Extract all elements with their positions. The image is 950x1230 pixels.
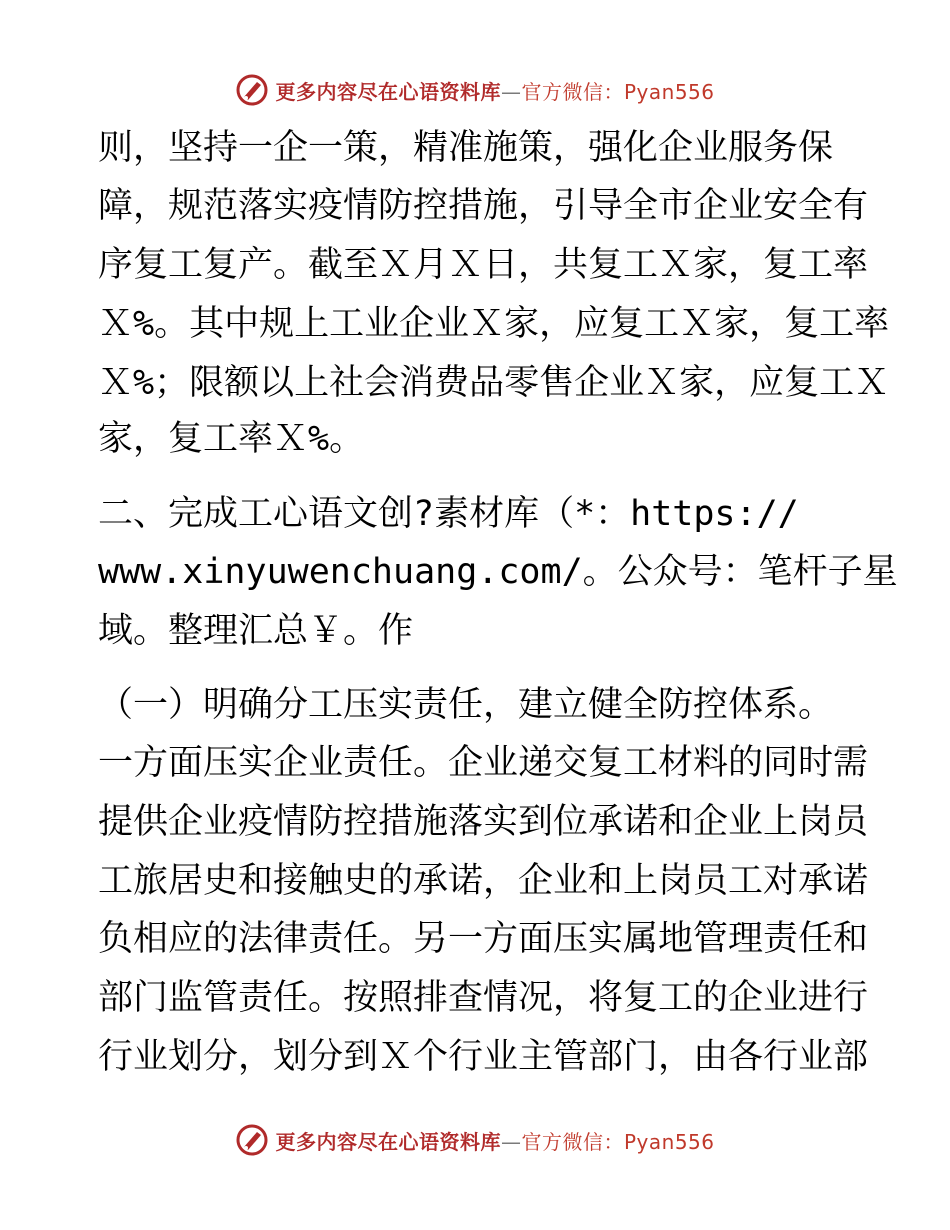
- body-line: 障，规范落实疫情防控措施，引导全市企业安全有: [98, 186, 869, 226]
- header-site-text: 更多内容尽在心语资料库: [275, 79, 501, 104]
- pen-logo-icon: [235, 73, 269, 107]
- body-line: 家，复工率Ｘ%。: [98, 419, 365, 459]
- body-line: 提供企业疫情防控措施落实到位承诺和企业上岗员: [98, 802, 869, 842]
- section-heading: （一）明确分工压实责任，建立健全防控体系。: [98, 685, 834, 725]
- body-line: 则，坚持一企一策，精准施策，强化企业服务保: [98, 128, 834, 168]
- body-line: 负相应的法律责任。另一方面压实属地管理责任和: [98, 919, 869, 959]
- header-banner: [0, 70, 950, 110]
- footer-wechat-id: Pyan556: [623, 1129, 715, 1154]
- body-line: 序复工复产。截至Ｘ月Ｘ日，共复工Ｘ家，复工率: [98, 245, 869, 285]
- header-wechat-id: Pyan556: [623, 79, 715, 104]
- body-line: 行业划分，划分到Ｘ个行业主管部门，由各行业部: [98, 1037, 869, 1077]
- footer-wechat-label: 官方微信：: [521, 1129, 624, 1154]
- footer-separator: —: [500, 1129, 522, 1154]
- footer-banner: [0, 1120, 950, 1160]
- header-banner-text: [275, 76, 714, 105]
- body-line: 一方面压实企业责任。企业递交复工材料的同时需: [98, 743, 869, 783]
- body-line: 工旅居史和接触史的承诺，企业和上岗员工对承诺: [98, 861, 869, 901]
- body-line: 域。整理汇总￥。作: [98, 611, 414, 651]
- body-line: Ｘ%。其中规上工业企业Ｘ家，应复工Ｘ家，复工率: [98, 304, 890, 344]
- body-line: 部门监管责任。按照排查情况，将复工的企业进行: [98, 978, 869, 1018]
- header-wechat-label: 官方微信：: [521, 79, 624, 104]
- footer-site-text: 更多内容尽在心语资料库: [275, 1129, 501, 1154]
- body-line: www.xinyuwenchuang.com/。公众号：笔杆子星: [98, 552, 898, 592]
- body-line: 二、完成工心语文创?素材库（*：https://: [98, 494, 799, 534]
- header-separator: —: [500, 79, 522, 104]
- body-line: Ｘ%；限额以上社会消费品零售企业Ｘ家，应复工Ｘ: [98, 363, 890, 403]
- pen-logo-icon: [235, 1123, 269, 1157]
- footer-banner-text: [275, 1126, 714, 1155]
